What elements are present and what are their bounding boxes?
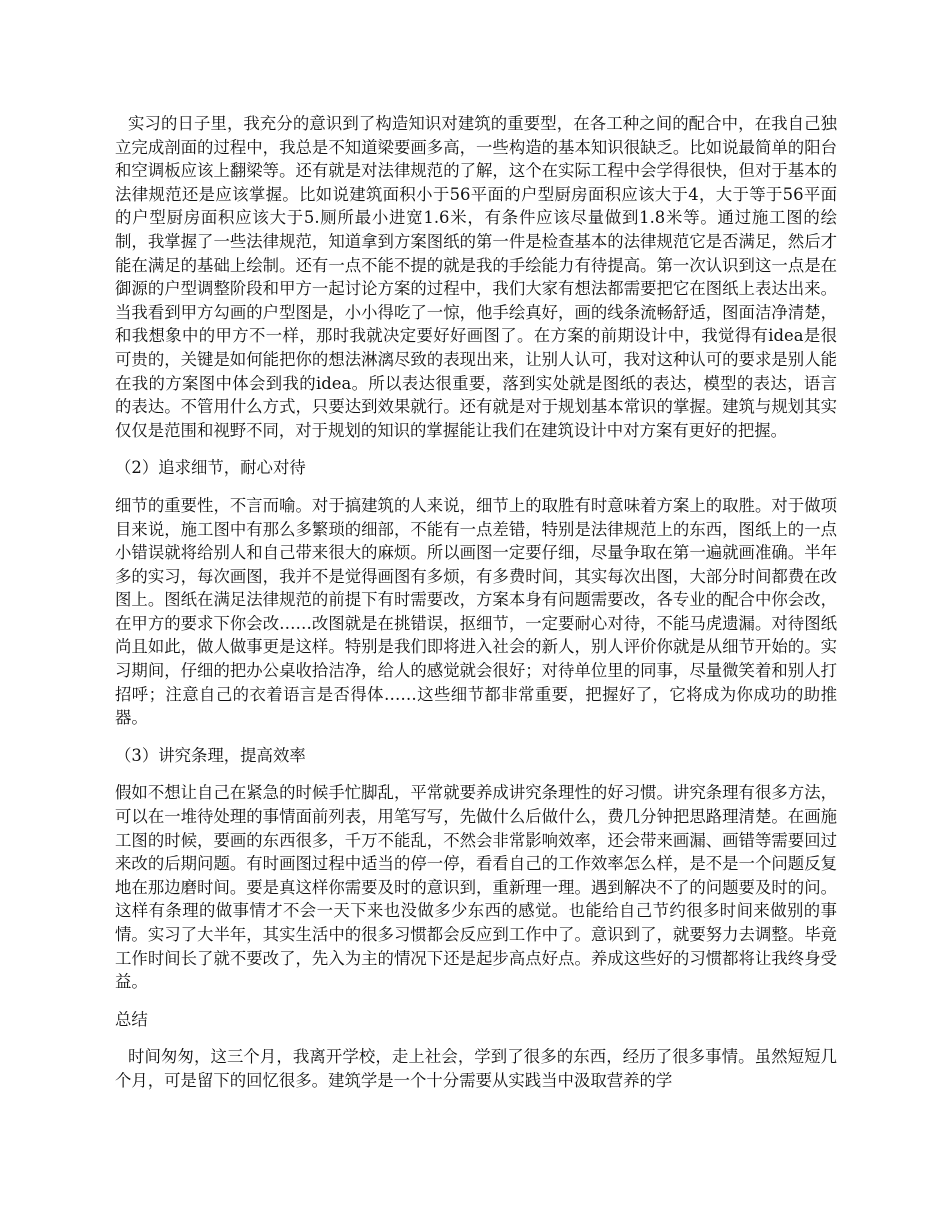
body-paragraph-efficiency: 假如不想让自己在紧急的时候手忙脚乱，平常就要养成讲究条理性的好习惯。讲究条理有很多方法，可以在一堆待处理的事情面前列表，用笔写写，先做什么后做什么，费几分钟把思路理清楚。在画施工图的时候，要画的东西很多，千万不能乱，不然会非常影响效率，还会带来画漏、画错等需要回过来改的后期问题。有时画图过程中适当的停一停，看看自己的工作效率怎么样，是不是一个问题反复地在那边磨时间。要是真这样你需要及时的意识到，重新理一理。遇到解决不了的问题要及时的问。这样有条理的做事情才不会一天下来也没做多少东西的感觉。也能给自己节约很多时间来做别的事情。实习了大半年，其实生活中的很多习惯都会反应到工作中了。意识到了，就要努力去调整。毕竟工作时间长了就不要改了，先入为主的情况下还是起步高点好点。养成这些好的习惯都将让我终身受益。 [115,783,837,992]
document-page [115,112,837,1093]
section-heading-summary: 总结 [115,1009,148,1029]
body-paragraph-details: 细节的重要性，不言而喻。对于搞建筑的人来说，细节上的取胜有时意味着方案上的取胜。对于做项目来说，施工图中有那么多繁琐的细部，不能有一点差错，特别是法律规范上的东西，图纸上的一点小错误就将给别人和自己带来很大的麻烦。所以画图一定要仔细，尽量争取在第一遍就画准确。半年多的实习，每次画图，我并不是觉得画图有多烦，有多费时间，其实每次出图，大部分时间都费在改图上。图纸在满足法律规范的前提下有时需要改，方案本身有问题需要改，各专业的配合中你会改，在甲方的要求下你会改……改图就是在挑错误，抠细节，一定要耐心对待，不能马虎遗漏。对待图纸尚且如此，做人做事更是这样。特别是我们即将进入社会的新人，别人评价你就是从细节开始的。实习期间，仔细的把办公桌收拾洁净，给人的感觉就会很好；对待单位里的同事，尽量微笑着和别人打招呼；注意自己的衣着语言是否得体……这些细节都非常重要，把握好了，它将成为你成功的助推器。 [115,495,837,728]
body-paragraph-summary: 时间匆匆，这三个月，我离开学校，走上社会，学到了很多的东西，经历了很多事情。虽然短短几个月，可是留下的回忆很多。建筑学是一个十分需要从实践当中汲取营养的学 [115,1047,837,1090]
section-heading-efficiency: （3）讲究条理，提高效率 [115,745,306,765]
section-heading-details: （2）追求细节，耐心对待 [115,458,306,478]
body-paragraph-practice-knowledge: 实习的日子里，我充分的意识到了构造知识对建筑的重要型，在各工种之间的配合中，在我自己独立完成剖面的过程中，我总是不知道梁要画多高，一些构造的基本知识很缺乏。比如说最简单的阳台和空调板应该上翻梁等。还有就是对法律规范的了解，这个在实际工程中会学得很快，但对于基本的法律规范还是应该掌握。比如说建筑面积小于56平面的户型厨房面积应该大于4，大于等于56平面的户型厨房面积应该大于5.厕所最小进宽1.6米，有条件应该尽量做到1.8米等。通过施工图的绘制，我掌握了一些法律规范，知道拿到方案图纸的第一件是检查基本的法律规范它是否满足，然后才能在满足的基础上绘制。还有一点不能不提的就是我的手绘能力有待提高。第一次认识到这一点是在御源的户型调整阶段和甲方一起讨论方案的过程中，我们大家有想法都需要把它在图纸上表达出来。当我看到甲方勾画的户型图是，小小得吃了一惊，他手绘真好，画的线条流畅舒适，图面洁净清楚，和我想象中的甲方不一样，那时我就决定要好好画图了。在方案的前期设计中，我觉得有idea是很可贵的，关键是如何能把你的想法淋漓尽致的表现出来，让别人认可，我对这种认可的要求是别人能在我的方案图中体会到我的idea。所以表达很重要，落到实处就是图纸的表达，模型的表达，语言的表达。不管用什么方式，只要达到效果就行。还有就是对于规划基本常识的掌握。建筑与规划其实仅仅是范围和视野不同，对于规划的知识的掌握能让我们在建筑设计中对方案有更好的把握。 [115,114,837,440]
